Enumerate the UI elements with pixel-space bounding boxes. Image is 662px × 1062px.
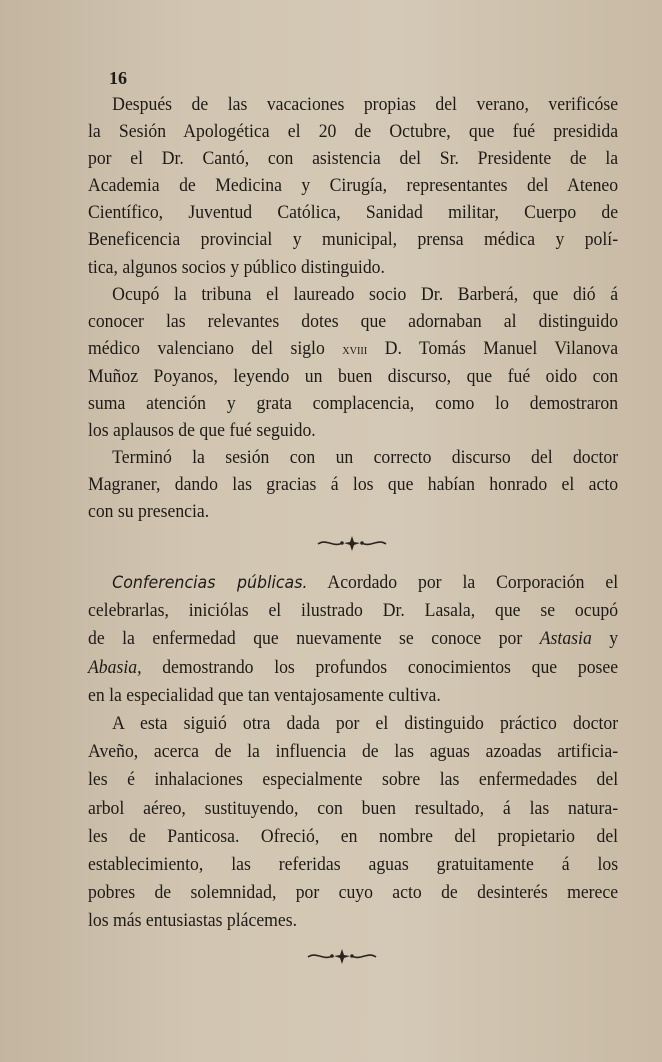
term-italic: Astasia [539, 628, 592, 650]
text-line: Muñoz Poyanos, leyendo un buen discurso, que fué oido con [88, 365, 619, 387]
text-line: les é inhalaciones especialmente sobre las enfermedades del [88, 769, 619, 791]
section-lead: Conferencias públicas. [112, 573, 308, 593]
century-numeral: xviii [342, 340, 368, 358]
text-line [88, 569, 618, 597]
section-conferencias [88, 569, 619, 936]
text-line [88, 625, 618, 653]
text-line [88, 335, 618, 363]
text-line: conocer las relevantes dotes que adornaban al distinguido [88, 310, 619, 332]
page-number: 16 [109, 68, 127, 88]
text-line: la Sesión Apologética el 20 de Octubre, que fué presidida [88, 121, 619, 143]
text-line [88, 654, 618, 682]
text-line: Ocupó la tribuna el laureado socio Dr. Barberá, que dió á [112, 283, 619, 305]
text-line: celebrarlas, iniciólas el ilustrado Dr. Lasala, que se ocupó [88, 600, 619, 622]
text-line: establecimiento, las referidas aguas gratuitamente á los [88, 854, 619, 876]
text-line: en la especialidad que tan ventajosamente cultiva. [88, 684, 441, 706]
text-line: tica, algunos socios y público distinguido. [88, 256, 385, 278]
text-line: arbol aéreo, sustituyendo, con buen resultado, á las natura- [88, 797, 619, 819]
term-italic: Abasia, [88, 656, 142, 678]
text-line: Aveño, acerca de la influencia de las aguas azoadas artificia- [88, 741, 619, 763]
text-line: Después de las vacaciones propias del verano, verificóse [112, 94, 619, 115]
text-line: los aplausos de que fué seguido. [88, 420, 316, 442]
text-line: Beneficencia provincial y municipal, prensa médica y polí- [88, 229, 619, 251]
text-fragment: y [609, 628, 619, 650]
fleuron-ornament-icon [306, 947, 378, 965]
text-line: pobres de solemnidad, por cuyo acto de desinterés merece [88, 882, 619, 904]
text-line: por el Dr. Cantó, con asistencia del Sr. Presidente de la [88, 148, 619, 170]
text-line: Científico, Juventud Católica, Sanidad militar, Cuerpo de [88, 202, 619, 224]
text-line: suma atención y grata complacencia, como lo demostraron [88, 393, 619, 415]
text-line: los más entusiastas plácemes. [88, 910, 298, 932]
section-apologetica [88, 91, 619, 526]
text-line: Terminó la sesión con un correcto discurso del doctor [112, 447, 619, 469]
text-line: A esta siguió otra dada por el distinguido práctico doctor [112, 713, 619, 735]
text-fragment: médico valenciano del siglo [88, 337, 325, 359]
text-fragment: demostrando los profundos conocimientos que posee [162, 656, 619, 678]
text-line: Magraner, dando las gracias á los que habían honrado el acto [88, 474, 619, 496]
text-line: Academia de Medicina y Cirugía, representantes del Ateneo [88, 175, 619, 197]
text-fragment: D. Tomás Manuel Vilanova [384, 337, 619, 359]
text-fragment: de la enfermedad que nuevamente se conoce por [88, 628, 523, 650]
text-line: les de Panticosa. Ofreció, en nombre del propietario del [88, 825, 619, 847]
text-fragment: Acordado por la Corporación el [327, 572, 619, 593]
fleuron-ornament-icon [316, 534, 388, 552]
text-line: con su presencia. [88, 501, 210, 523]
